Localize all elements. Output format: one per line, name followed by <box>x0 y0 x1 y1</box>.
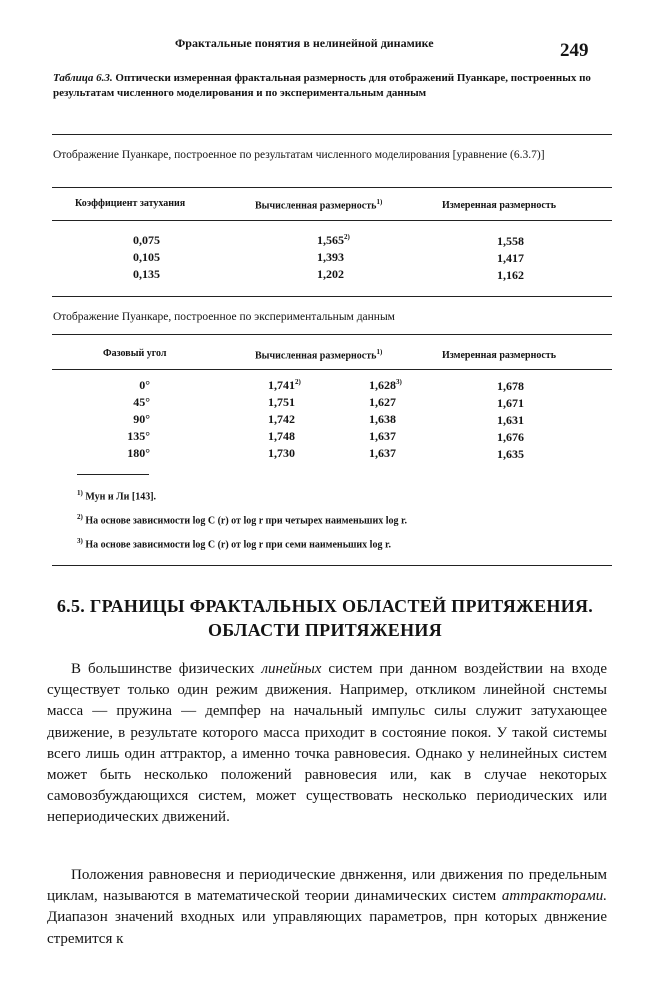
section2-cell-measured: 1,676 <box>497 430 524 444</box>
section1-cell-measured: 1,162 <box>497 268 524 282</box>
section1-header-rule <box>52 187 612 188</box>
section2-cell-computed-b: 1,627 <box>369 395 396 409</box>
section2-cell-computed-a: 1,730 <box>268 446 295 460</box>
section2-subheader-rule <box>52 369 612 370</box>
section1-bottom-rule <box>52 296 612 297</box>
running-header: Фрактальные понятия в нелинейной динамике <box>175 36 434 50</box>
section2-cell-phase: 90° <box>133 412 150 426</box>
section2-cell-phase: 135° <box>127 429 150 443</box>
section2-cell-measured: 1,631 <box>497 413 524 427</box>
section2-cell-measured: 1,678 <box>497 379 524 393</box>
section2-cell-computed-a: 1,748 <box>268 429 295 443</box>
section1-cell-computed: 1,393 <box>317 250 344 264</box>
section1-col-measured: Измеренная размерность <box>442 200 556 211</box>
section-heading <box>40 594 610 642</box>
section1-cell-measured: 1,558 <box>497 234 524 248</box>
table-caption-text: Оптически измеренная фрактальная размерность для отображений Пуанкаре, построенных по результатам численного моделирования и по экспериментальным данным <box>53 72 591 99</box>
section-heading-line2: ОБЛАСТИ ПРИТЯЖЕНИЯ <box>208 620 442 640</box>
table-caption <box>53 71 613 101</box>
section1-cell-damping: 0,135 <box>133 267 160 281</box>
page-number: 249 <box>560 40 589 61</box>
section2-cell-computed-b: 1,628$^{3)}$ <box>369 378 402 392</box>
section2-cell-computed-b: 1,638 <box>369 412 396 426</box>
section2-cell-phase: 45° <box>133 395 150 409</box>
footnote-separator <box>77 474 149 475</box>
section2-col-phase: Фазовый угол <box>103 348 167 359</box>
section2-col-computed: Вычисленная размерность$^{1)}$ <box>255 348 383 362</box>
section1-col-computed: Вычисленная размерность$^{1)}$ <box>255 198 383 212</box>
table-bottom-rule <box>52 565 612 566</box>
section1-cell-computed: 1,565$^{2)}$ <box>317 233 350 247</box>
section2-cell-phase: 0° <box>139 378 150 392</box>
table-top-rule <box>52 134 612 135</box>
section2-cell-computed-b: 1,637 <box>369 446 396 460</box>
section2-cell-computed-a: 1,742 <box>268 412 295 426</box>
section2-cell-phase: 180° <box>127 446 150 460</box>
body-paragraph: В большинстве физических линейных систем при данном воздействии на входе существует только один режим движения. Например, откликом линейной снстемы масса — пружина — демпфер на начальный импульс силы служит затухающее движение, в результате которого масса приходит в состояние покоя. У такой системы всего лишь один аттрактор, а именно точка равновесия. Однако у нелинейных систем может быть несколько положений равновесия или, как в случае некоторых самовозбуждающихся систем, может существовать несколько периодических или непериодических движений. <box>47 661 607 826</box>
footnote: $^{1)}$ Мун и Ли [143]. <box>77 489 157 503</box>
section1-col-damping: Коэффициент затухания <box>75 198 186 209</box>
section2-cell-measured: 1,635 <box>497 447 524 461</box>
table-caption-label: Таблица 6.3. <box>53 72 113 84</box>
section1-title: Отображение Пуанкаре, построенное по результатам численного моделирования [уравнение (6.3.7)] <box>53 149 545 161</box>
section-heading-line1: 6.5. ГРАНИЦЫ ФРАКТАЛЬНЫХ ОБЛАСТЕЙ ПРИТЯЖЕНИЯ. <box>56 596 594 616</box>
section1-cell-damping: 0,105 <box>133 250 160 264</box>
section1-cell-damping: 0,075 <box>133 233 160 247</box>
section2-title: Отображение Пуанкаре, построенное по экспериментальным данным <box>53 311 395 323</box>
section1-cell-computed: 1,202 <box>317 267 344 281</box>
section2-header-rule <box>52 334 612 335</box>
footnote: $^{3)}$ На основе зависимости log C (r) от log r при семи наименьших log r. <box>77 537 391 551</box>
section2-cell-computed-a: 1,751 <box>268 395 295 409</box>
body-paragraph: Положения равновесня и периодические двнження, или движения по предельным циклам, называются в математической теории динамических систем аттракторами. Диапазон значений входных или управляющих параметров, прн которых двнжение стремится к <box>47 867 607 947</box>
section2-col-measured: Измеренная размерность <box>442 350 556 361</box>
section2-cell-measured: 1,671 <box>497 396 524 410</box>
section1-cell-measured: 1,417 <box>497 251 524 265</box>
section1-subheader-rule <box>52 220 612 221</box>
section2-cell-computed-a: 1,741$^{2)}$ <box>268 378 301 392</box>
section2-cell-computed-b: 1,637 <box>369 429 396 443</box>
footnote: $^{2)}$ На основе зависимости log C (r) от log r при четырех наименьших log r. <box>77 513 408 527</box>
